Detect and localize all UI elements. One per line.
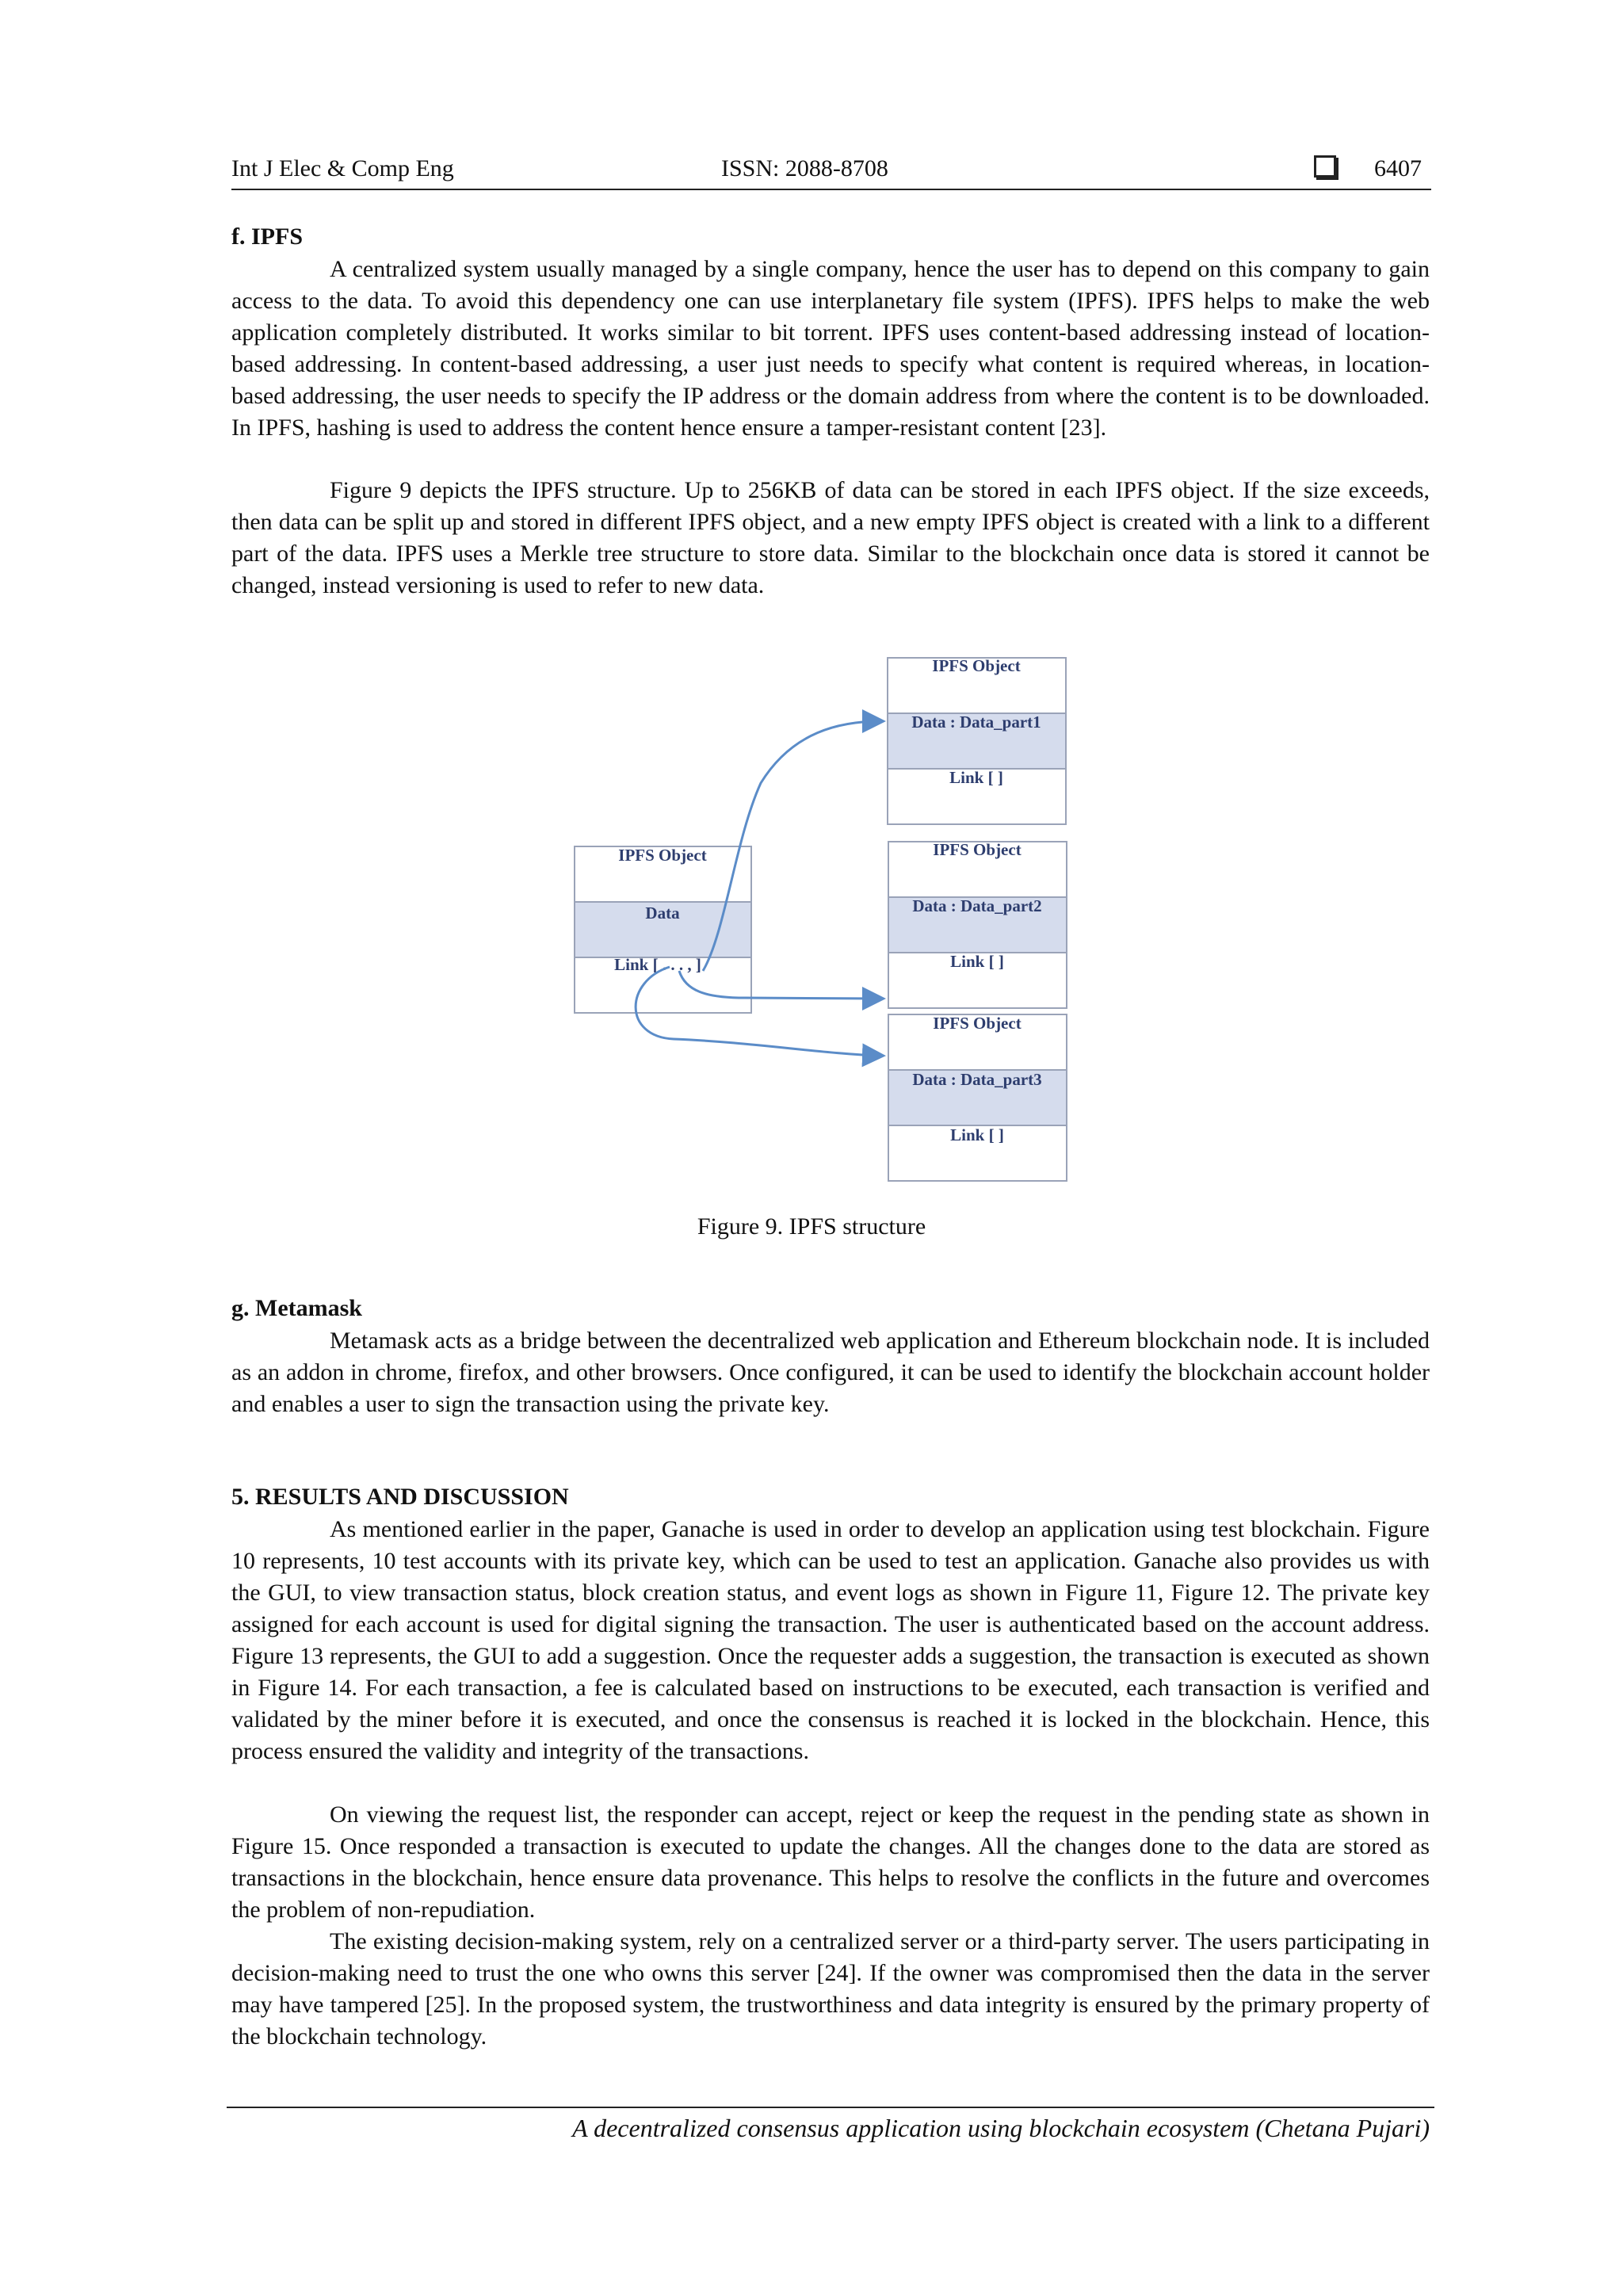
results-paragraph-3: The existing decision-making system, rely on a centralized server or a third-party server. The users participating in decision-making need to trust the one who owns this server [24]. If the owner was compromised then the data in the server may have tampered [25]. In the proposed system, the trustworthiness and data integrity is ensured by the primary property of the blockchain technology. bbox=[231, 1928, 1430, 2050]
figure-caption: Figure 9. IPFS structure bbox=[697, 1213, 926, 1240]
root-object-title: IPFS Object bbox=[618, 845, 707, 865]
child-1-link: Link [ ] bbox=[949, 767, 1003, 787]
child-3-title: IPFS Object bbox=[933, 1013, 1022, 1033]
issn: ISSN: 2088-8708 bbox=[721, 155, 888, 181]
child-2-link: Link [ ] bbox=[950, 951, 1004, 971]
ipfs-paragraph-2: Figure 9 depicts the IPFS structure. Up to 256KB of data can be stored in each IPFS object. If the size exceeds, then data can be split up and stored in different IPFS object, and a new empty IPFS object is created with a link to a different part of the data. IPFS uses a Merkle tree structure to store data. Similar to the blockchain once data is stored it cannot be changed, instead versioning is used to refer to new data. bbox=[231, 477, 1430, 598]
root-object-link: Link [ . . . , ] bbox=[614, 954, 701, 974]
child-2-title: IPFS Object bbox=[933, 839, 1022, 859]
child-2-data: Data : Data_part2 bbox=[912, 896, 1042, 915]
square-bullet-icon bbox=[1314, 155, 1336, 178]
running-title: A decentralized consensus application using blockchain ecosystem (Chetana Pujari) bbox=[572, 2114, 1430, 2142]
ipfs-heading: f. IPFS bbox=[231, 223, 303, 250]
header-rule bbox=[231, 189, 1431, 190]
child-ipfs-object-1 bbox=[888, 656, 1066, 824]
page-number-group bbox=[1314, 155, 1422, 182]
child-1-data: Data : Data_part1 bbox=[911, 712, 1041, 732]
root-object-data: Data bbox=[645, 903, 680, 923]
journal-name: Int J Elec & Comp Eng bbox=[231, 155, 454, 181]
ipfs-paragraph-1: A centralized system usually managed by a single company, hence the user has to depend on this company to gain access to the data. To avoid this dependency one can use interplanetary file system (IPFS). IPFS helps to make the web application completely distributed. It works similar to bit torrent. IPFS uses content-based addressing instead of location-based addressing. In content-based addressing, a user just needs to specify what content is required whereas, in location-based addressing, the user needs to specify the IP address or the domain address from where the content is to be downloaded. In IPFS, hashing is used to address the content hence ensure a tamper-resistant content [23]. bbox=[231, 256, 1430, 441]
footer-rule bbox=[227, 2107, 1434, 2108]
results-paragraph-1: As mentioned earlier in the paper, Ganache is used in order to develop an application using test blockchain. Figure 10 represents, 10 test accounts with its private key, which can be used to test an application. Ganache also provides us with the GUI, to view transaction status, block creation status, and event logs as shown in Figure 11, Figure 12. The private key assigned for each account is used for digital signing the transaction. The user is authenticated based on the account address. Figure 13 represents, the GUI to add a suggestion. Once the requester adds a suggestion, the transaction is executed as shown in Figure 14. For each transaction, a fee is calculated based on instructions to be executed, each transaction is verified and validated by the miner before it is executed, and once the consensus is reached it is locked in the blockchain. Hence, this process ensured the validity and integrity of the transactions. bbox=[231, 1516, 1430, 1764]
child-ipfs-object-2 bbox=[888, 840, 1067, 1008]
results-heading: 5. RESULTS AND DISCUSSION bbox=[231, 1484, 569, 1510]
child-3-link: Link [ ] bbox=[950, 1125, 1004, 1144]
ipfs-structure-figure bbox=[555, 648, 1086, 1195]
results-paragraph-2: On viewing the request list, the responder can accept, reject or keep the request in the pending state as shown in Figure 15. Once responded a transaction is executed to update the changes. All the changes done to the data are stored as transactions in the blockchain, hence ensure data provenance. This helps to resolve the conflicts in the future and overcomes the problem of non-repudiation. bbox=[231, 1801, 1430, 1923]
child-ipfs-object-3 bbox=[888, 1014, 1067, 1181]
child-1-title: IPFS Object bbox=[932, 655, 1021, 675]
page-number: 6407 bbox=[1374, 155, 1422, 181]
metamask-paragraph: Metamask acts as a bridge between the decentralized web application and Ethereum blockchain node. It is included as an addon in chrome, firefox, and other browsers. Once configured, it can be used to identify the blockchain account holder and enables a user to sign the transaction using the private key. bbox=[231, 1328, 1430, 1417]
child-3-data: Data : Data_part3 bbox=[912, 1069, 1042, 1089]
root-ipfs-object bbox=[575, 846, 751, 1013]
metamask-heading: g. Metamask bbox=[231, 1295, 362, 1321]
